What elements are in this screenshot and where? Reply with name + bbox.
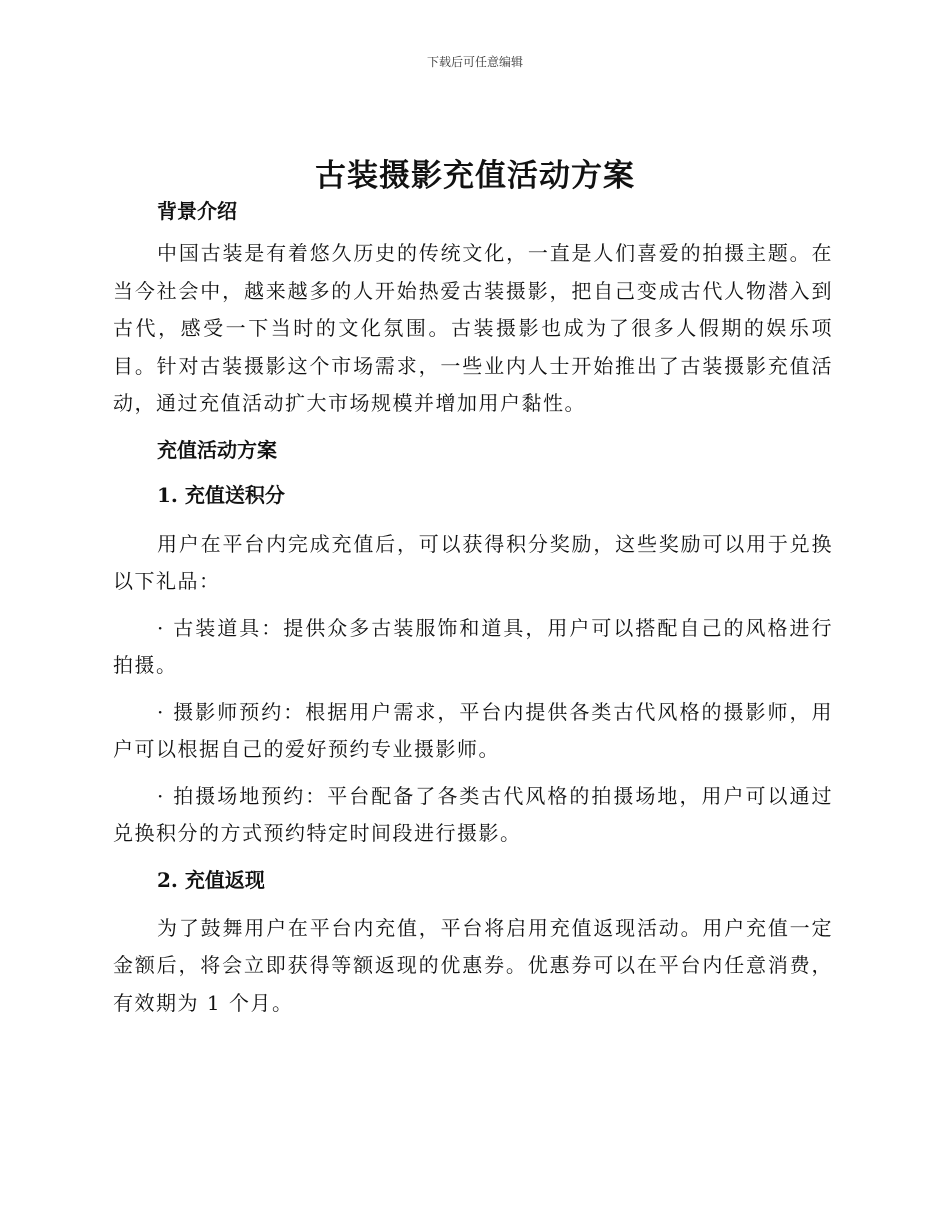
document-title: 古装摄影充值活动方案 <box>315 158 635 194</box>
subheading-points: 1. 充值送积分 <box>157 482 285 507</box>
paragraph-cashback: 为了鼓舞用户在平台内充值，平台将启用充值返现活动。用户充值一定金额后，将会立即获得等额返现的优惠券。优惠券可以在平台内任意消费，有效期为 1 个月。 <box>113 915 833 1015</box>
bullet-item-photographer: · 摄影师预约：根据用户需求，平台内提供各类古代风格的摄影师，用户可以根据自己的爱好预约专业摄影师。 <box>113 699 833 761</box>
document-body <box>113 196 833 1022</box>
bullet-item-venue: · 拍摄场地预约：平台配备了各类古代风格的拍摄场地，用户可以通过兑换积分的方式预约特定时间段进行摄影。 <box>113 783 833 845</box>
bullet-item-costume: · 古装道具：提供众多古装服饰和道具，用户可以搭配自己的风格进行拍摄。 <box>113 615 833 677</box>
section-heading-plan: 充值活动方案 <box>157 437 277 462</box>
section-heading-background: 背景介绍 <box>157 199 237 223</box>
subheading-cashback: 2. 充值返现 <box>157 867 265 892</box>
paragraph-background: 中国古装是有着悠久历史的传统文化，一直是人们喜爱的拍摄主题。在当今社会中，越来越多的人开始热爱古装摄影，把自己变成古代人物潜入到古代，感受一下当时的文化氛围。古装摄影也成为了很多人假期的娱乐项目。针对古装摄影这个市场需求，一些业内人士开始推出了古装摄影充值活动，通过充值活动扩大市场规模并增加用户黏性。 <box>113 241 833 415</box>
header-note: 下载后可任意编辑 <box>426 55 523 69</box>
paragraph-points: 用户在平台内完成充值后，可以获得积分奖励，这些奖励可以用于兑换以下礼品： <box>113 531 833 593</box>
